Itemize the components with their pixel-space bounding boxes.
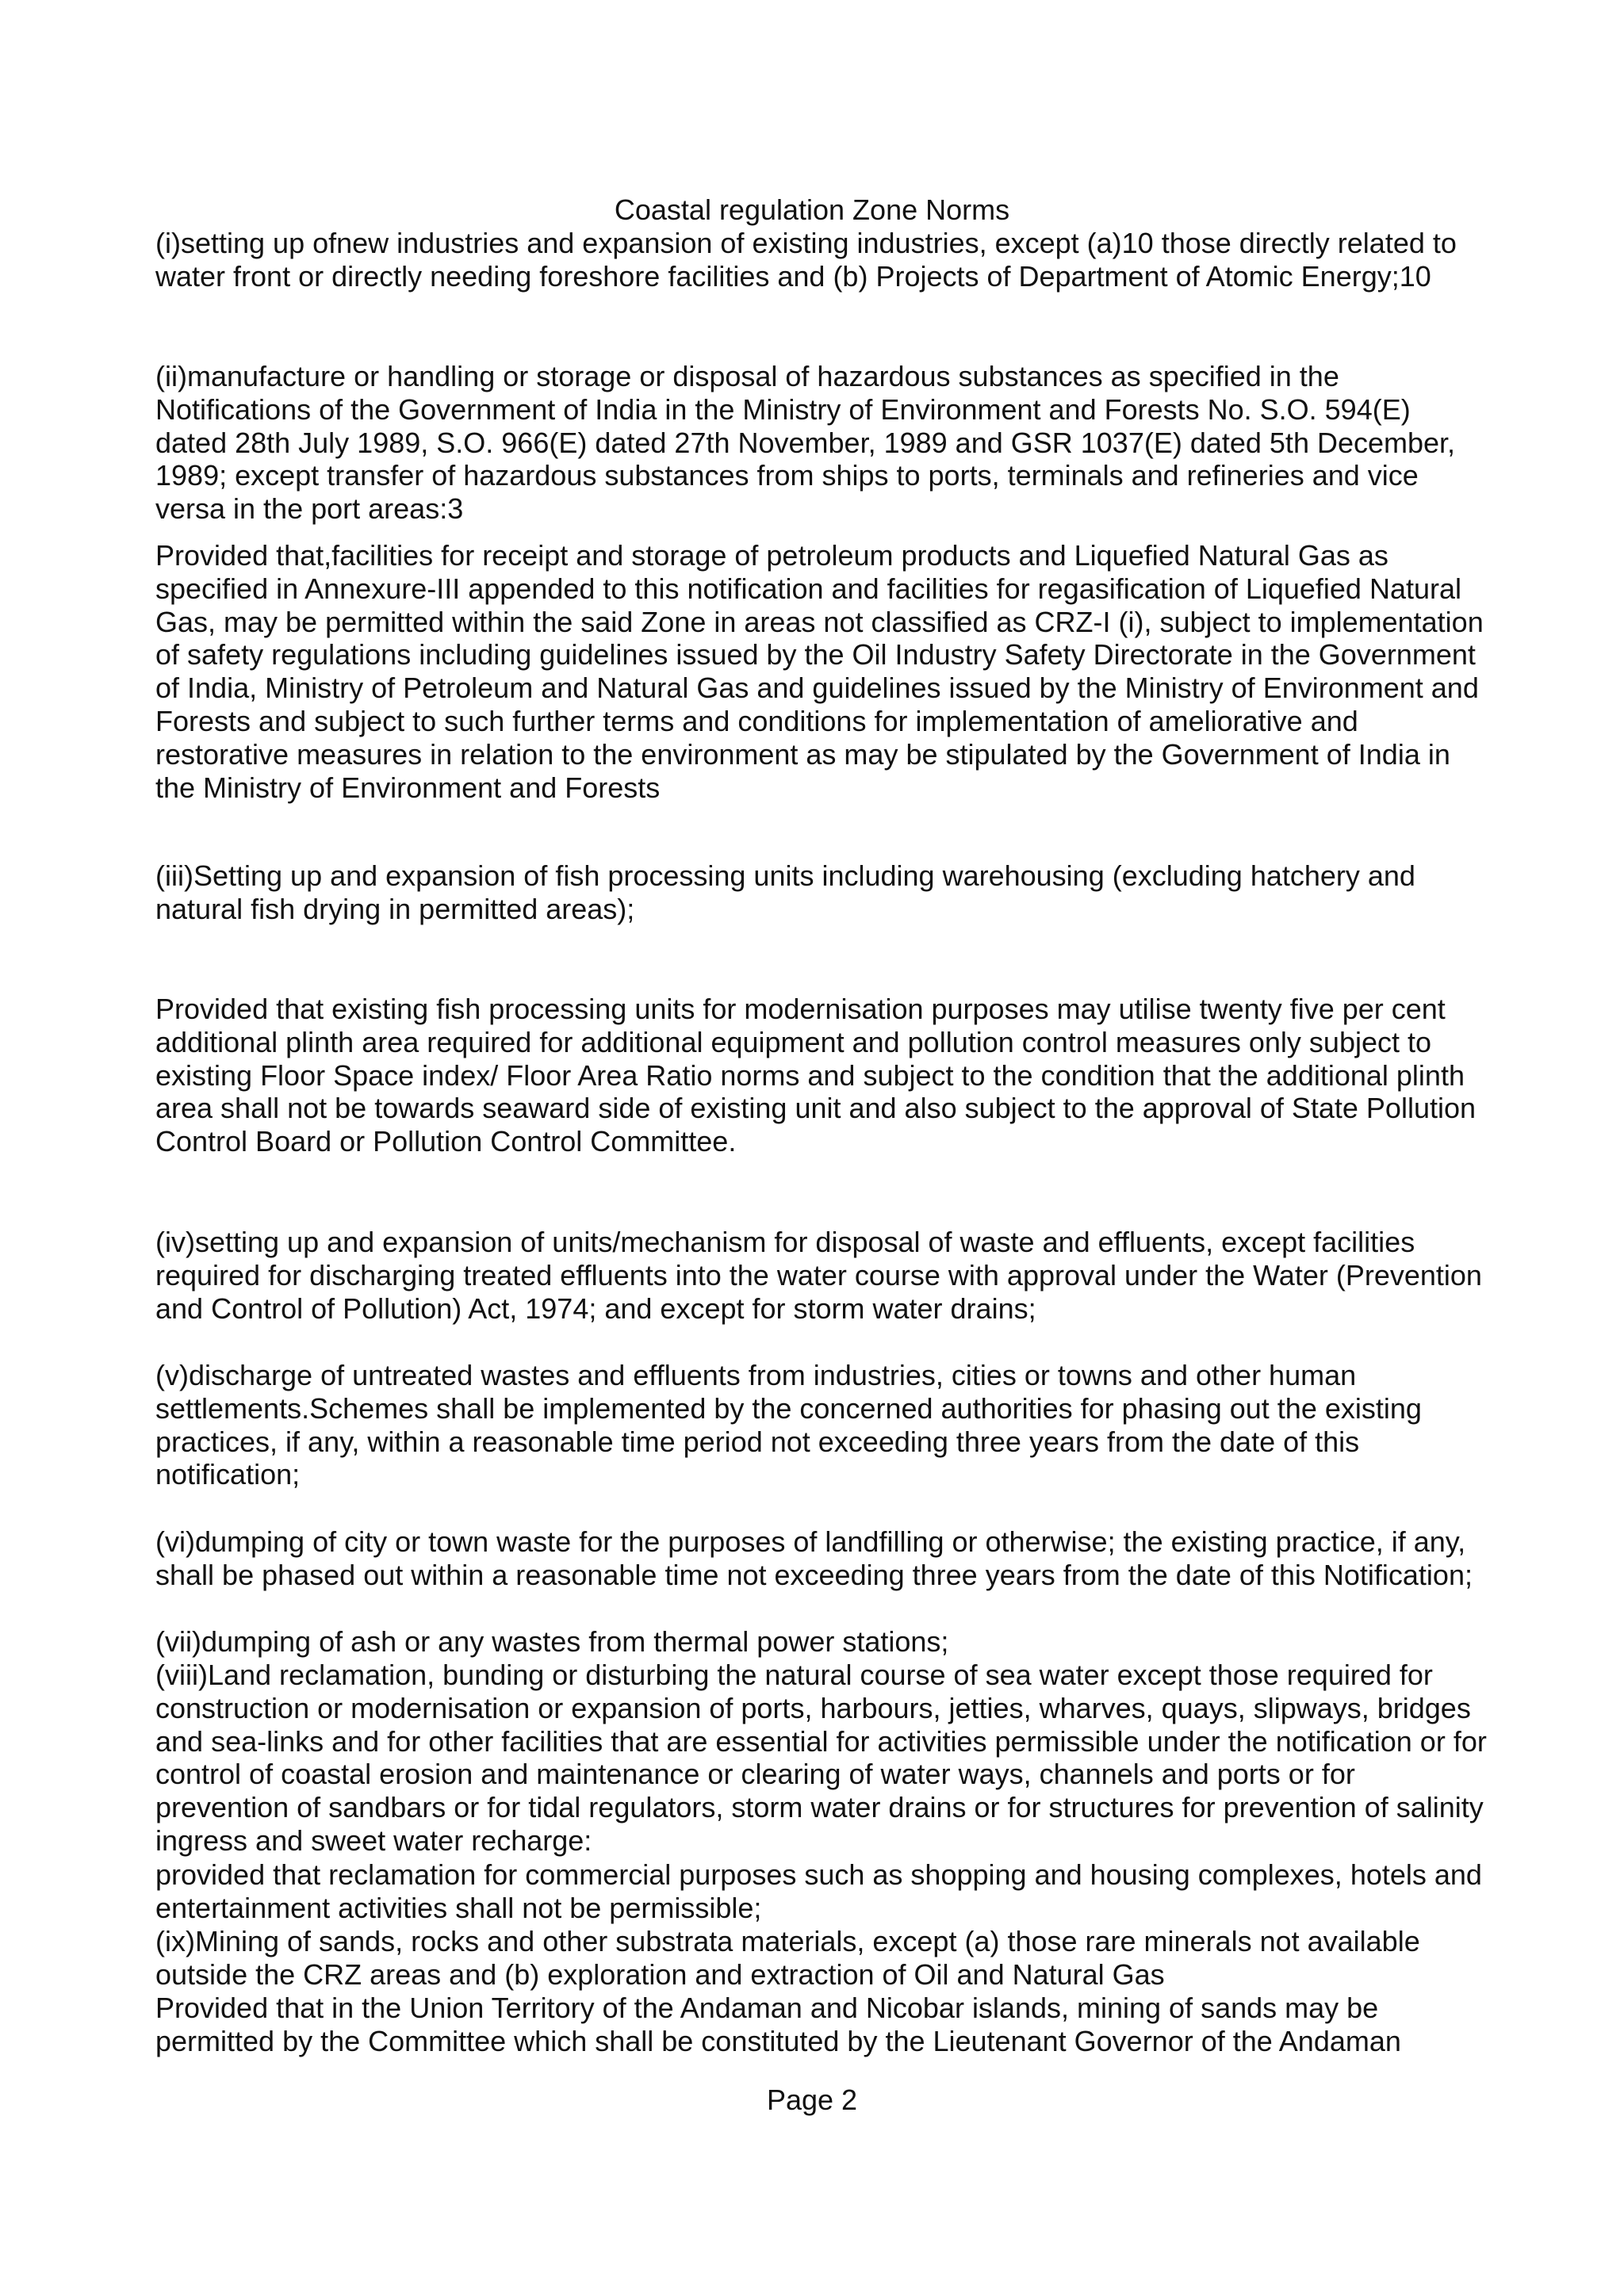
document-title: Coastal regulation Zone Norms: [614, 193, 1010, 226]
paragraph-iv: (iv)setting up and expansion of units/mechanism for disposal of waste and effluents, except facilities required for discharging treated effluents into the water course with approval under the Water (Prevention and Control of Pollution) Act, 1974; and except for storm water drains;: [155, 1226, 1482, 1325]
page-number: Page 2: [766, 2084, 858, 2116]
paragraph-iii-proviso: Provided that existing fish processing units for modernisation purposes may utilise twenty five per cent additional plinth area required for additional equipment and pollution control measures only subject to existing Floor Space index/ Floor Area Ratio norms and subject to the condition that the additional plinth area shall not be towards seaward side of existing unit and also subject to the approval of State Pollution Control Board or Pollution Control Committee.: [155, 993, 1477, 1158]
paragraph-vii: (vii)dumping of ash or any wastes from thermal power stations;: [155, 1625, 949, 1658]
paragraph-ii: (ii)manufacture or handling or storage or disposal of hazardous substances as specified in the Notifications of the Government of India in the Ministry of Environment and Forests No. S.O. 594(E) dated 28th July 1989, S.O. 966(E) dated 27th November, 1989 and GSR 1037(E) dated 5th December, 1989; except transfer of hazardous substances from ships to ports, terminals and refineries and vice versa in the port areas:3: [155, 360, 1456, 526]
paragraph-iii: (iii)Setting up and expansion of fish processing units including warehousing (excluding hatchery and natural fish drying in permitted areas);: [155, 859, 1415, 925]
paragraph-viii: (viii)Land reclamation, bunding or disturbing the natural course of sea water except those required for construction or modernisation or expansion of ports, harbours, jetties, wharves, quays, slipways, bridges and sea-links and for other facilities that are essential for activities permissible under the notification or for control of coastal erosion and maintenance or clearing of water ways, channels and ports or for prevention of sandbars or for tidal regulators, storm water drains or for structures for prevention of salinity ingress and sweet water recharge:: [155, 1659, 1487, 1857]
paragraph-vi: (vi)dumping of city or town waste for the purposes of landfilling or otherwise; the existing practice, if any, shall be phased out within a reasonable time not exceeding three years from the date of this Notification;: [155, 1525, 1473, 1591]
paragraph-viii-proviso: provided that reclamation for commercial purposes such as shopping and housing complexes, hotels and entertainment activities shall not be permissible;: [155, 1858, 1482, 1924]
paragraph-ii-proviso: Provided that,facilities for receipt and storage of petroleum products and Liquefied Natural Gas as specified in Annexure-III appended to this notification and facilities for regasification of Liquefied Natural Gas, may be permitted within the said Zone in areas not classified as CRZ-I (i), subject to implementation of safety regulations including guidelines issued by the Oil Industry Safety Directorate in the Government of India, Ministry of Petroleum and Natural Gas and guidelines issued by the Ministry of Environment and Forests and subject to such further terms and conditions for implementation of ameliorative and restorative measures in relation to the environment as may be stipulated by the Government of India in the Ministry of Environment and Forests: [155, 539, 1484, 804]
paragraph-ix: (ix)Mining of sands, rocks and other substrata materials, except (a) those rare minerals not available outside the CRZ areas and (b) exploration and extraction of Oil and Natural Gas: [155, 1925, 1420, 1991]
paragraph-ix-proviso: Provided that in the Union Territory of the Andaman and Nicobar islands, mining of sands may be permitted by the Committee which shall be constituted by the Lieutenant Governor of the Andaman: [155, 1992, 1401, 2057]
paragraph-v: (v)discharge of untreated wastes and effluents from industries, cities or towns and other human settlements.Schemes shall be implemented by the concerned authorities for phasing out the existing practices, if any, within a reasonable time period not exceeding three years from the date of this notification;: [155, 1359, 1422, 1491]
paragraph-i: (i)setting up ofnew industries and expansion of existing industries, except (a)10 those directly related to water front or directly needing foreshore facilities and (b) Projects of Department of Atomic Energy;10: [155, 227, 1457, 293]
